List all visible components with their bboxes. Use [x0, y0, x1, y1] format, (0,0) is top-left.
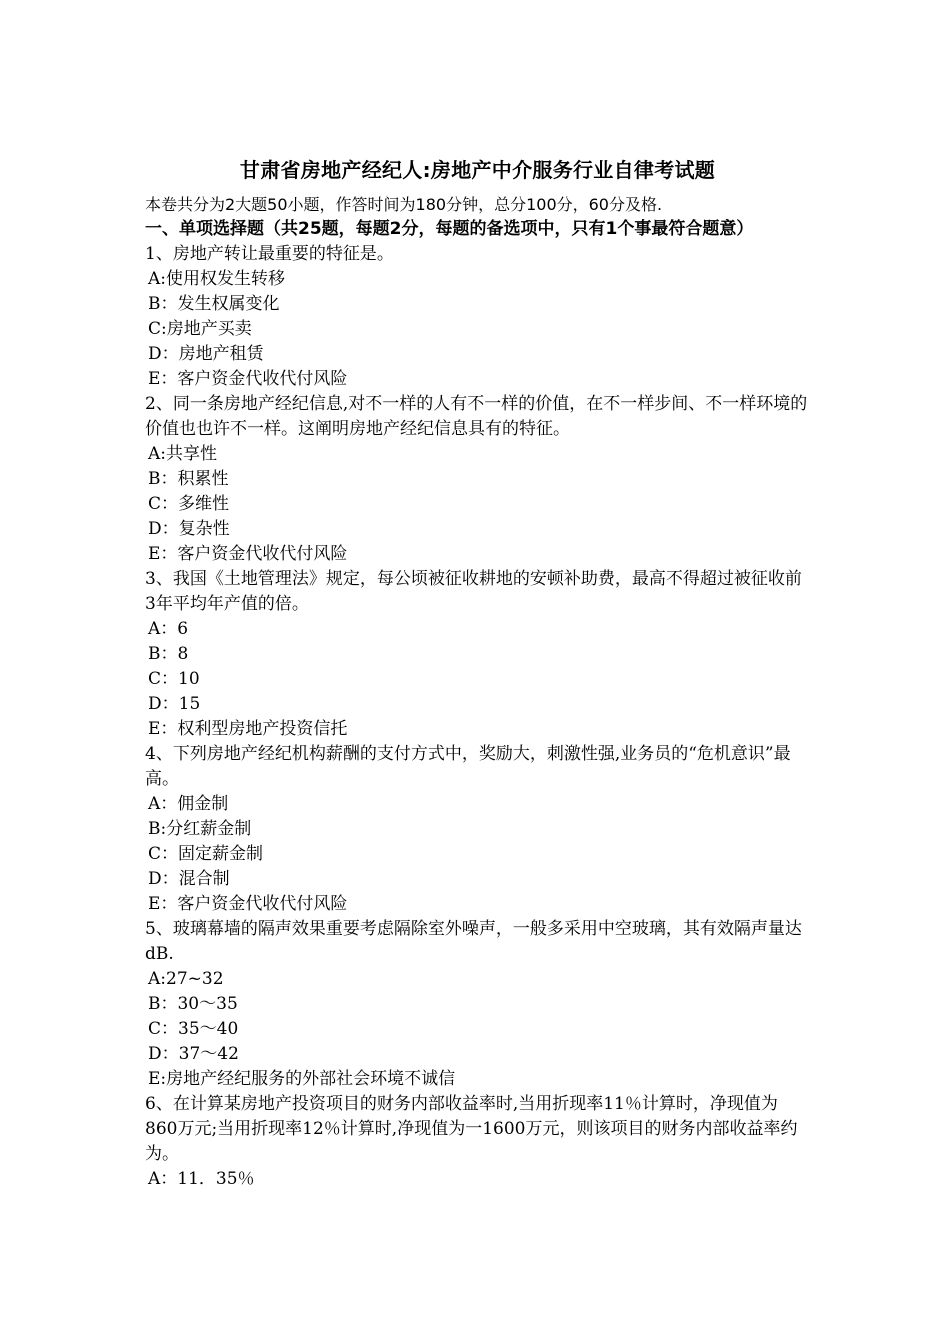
option-d: D：混合制 [148, 869, 230, 889]
question-3 [145, 567, 810, 742]
question-text: 6、在计算某房地产投资项目的财务内部收益率时,当用折现率11％计算时，净现值为860万元;当用折现率12％计算时,净现值为一1600万元，则该项目的财务内部收益率约为。 [145, 1094, 798, 1164]
question-text: 4、下列房地产经纪机构薪酬的支付方式中，奖励大，刺激性强,业务员的“危机意识”最高。 [145, 744, 791, 789]
question-text: 5、玻璃幕墙的隔声效果重要考虑隔除室外噪声，一般多采用中空玻璃，其有效隔声量达dB. [145, 919, 802, 964]
option-c: C：10 [148, 669, 200, 689]
question-1 [145, 242, 810, 392]
option-b: B:分红薪金制 [148, 819, 252, 839]
option-e: E：权利型房地产投资信托 [148, 719, 348, 739]
question-4 [145, 742, 810, 917]
option-b: B：积累性 [148, 469, 229, 489]
option-a: A:27~32 [148, 969, 224, 989]
option-a: A:使用权发生转移 [148, 269, 286, 289]
section-heading: 一、单项选择题（共25题，每题2分，每题的备选项中，只有1个事最符合题意） [145, 219, 754, 239]
exam-intro: 本卷共分为2大题50小题，作答时间为180分钟，总分100分，60分及格. [145, 195, 663, 214]
question-text: 2、同一条房地产经纪信息,对不一样的人有不一样的价值，在不一样步间、不一样环境的价值也也许不一样。这阐明房地产经纪信息具有的特征。 [145, 394, 808, 439]
option-d: D：房地产租赁 [148, 344, 264, 364]
option-b: B：发生权属变化 [148, 294, 280, 314]
question-5 [145, 917, 810, 1092]
option-e: E：客户资金代收代付风险 [148, 544, 348, 564]
question-6 [145, 1092, 810, 1192]
document-page [145, 150, 810, 1192]
document-title: 甘肃省房地产经纪人:房地产中介服务行业自律考试题 [239, 158, 716, 182]
option-c: C：多维性 [148, 494, 230, 514]
question-text: 1、房地产转让最重要的特征是。 [145, 244, 394, 264]
option-a: A：6 [148, 619, 189, 639]
option-c: C：35～40 [148, 1019, 239, 1039]
option-a: A：11．35％ [148, 1169, 255, 1189]
option-e: E：客户资金代收代付风险 [148, 369, 348, 389]
option-c: C:房地产买卖 [148, 319, 252, 339]
option-d: D：复杂性 [148, 519, 230, 539]
option-e: E:房地产经纪服务的外部社会环境不诚信 [148, 1069, 456, 1089]
option-c: C：固定薪金制 [148, 844, 264, 864]
question-text: 3、我国《土地管理法》规定，每公顷被征收耕地的安顿补助费，最高不得超过被征收前3年平均年产值的倍。 [145, 569, 802, 614]
option-e: E：客户资金代收代付风险 [148, 894, 348, 914]
option-d: D：37～42 [148, 1044, 239, 1064]
option-b: B：30～35 [148, 994, 238, 1014]
question-2 [145, 392, 810, 567]
option-a: A：佣金制 [148, 794, 229, 814]
option-d: D：15 [148, 694, 201, 714]
option-b: B：8 [148, 644, 189, 664]
option-a: A:共享性 [148, 444, 218, 464]
